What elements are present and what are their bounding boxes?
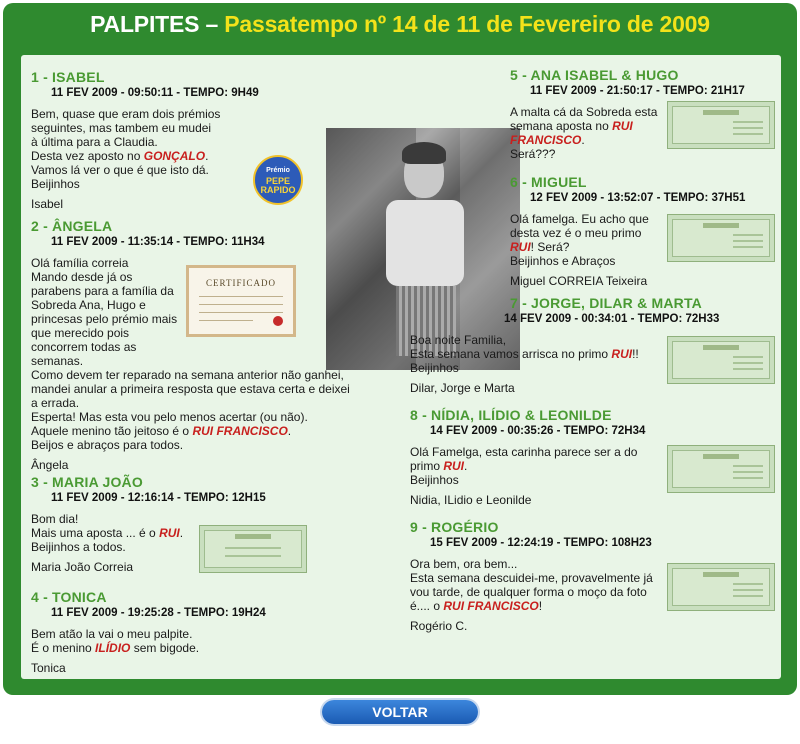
entry-body: Ora bem, ora bem... Esta semana descuidei-me, provavelmente já vou tarde, de qualquer forma o moço da foto é.... o RUI FRANCISCO! Rogério C. (410, 557, 780, 633)
entry-body: Boa noite Familia, Esta semana vamos arrisca no primo RUI!! Beijinhos Dilar, Jorge e Marta (410, 333, 780, 395)
prize-note-image (667, 563, 775, 611)
title-prefix: PALPITES – (90, 11, 225, 37)
entry-date: 12 FEV 2009 - 13:52:07 - TEMPO: 37H51 (530, 192, 746, 204)
entry-date: 11 FEV 2009 - 21:50:17 - TEMPO: 21H17 (530, 85, 745, 97)
entry-title: 9 - ROGÉRIO (410, 519, 499, 535)
entry-body: Olá família correia Mando desde já os parabens para a família da Sobreda Ana, Hugo e princesas pelo prémio mais que merecido pois concorrem todas as semanas. Como devem ter reparado na semana anterior não ganhei, mandei anular a primeira resposta que estava certa e deixei a errada. Esperta! Mas esta vou pelo menos acertar (ou não). Aquele menino tão jeitoso é o RUI FRANCISCO. Beijos e abraços para todos. Ângela (31, 256, 501, 472)
entry-signature: Tonica (31, 661, 66, 675)
entry-title: 1 - ISABEL (31, 69, 105, 85)
guess-name: RUI (443, 459, 465, 473)
title-contest: Passatempo nº 14 de 11 de Fevereiro de 2009 (224, 11, 710, 37)
entry-body: A malta cá da Sobreda esta semana aposta no RUI FRANCISCO. Será??? (510, 105, 658, 161)
prize-note-image (667, 214, 775, 262)
entry-title: 2 - ÂNGELA (31, 218, 113, 234)
entry-title: 4 - TONICA (31, 589, 107, 605)
back-button[interactable]: VOLTAR (322, 700, 478, 724)
guess-name: RUI (159, 526, 180, 540)
guess-name: RUI (611, 347, 633, 361)
entry-body: Bem, quase que eram dois prémios seguintes, mas tambem eu mudei à última para a Claudia. Desta vez aposto no GONÇALO. Vamos lá ver o que é que isto dá. Beijinhos Isabel (31, 107, 321, 211)
entry-title: 5 - ANA ISABEL & HUGO (510, 67, 679, 83)
entry-signature: Dilar, Jorge e Marta (410, 381, 515, 395)
entry-body: Olá famelga. Eu acho que desta vez é o meu primo RUI! Será? Beijinhos e Abraços Miguel CORREIA Teixeira (510, 212, 770, 288)
guess-name: RUI FRANCISCO (443, 599, 539, 613)
entry-signature: Rogério C. (410, 619, 468, 633)
entry-date: 11 FEV 2009 - 12:16:14 - TEMPO: 12H15 (51, 492, 266, 504)
guess-name: ILÍDIO (95, 641, 131, 655)
guess-name: FRANCISCO (510, 133, 582, 147)
entry-date: 11 FEV 2009 - 11:35:14 - TEMPO: 11H34 (51, 236, 265, 248)
entry-signature: Nidia, ILidio e Leonilde (410, 493, 532, 507)
entry-signature: Miguel CORREIA Teixeira (510, 274, 648, 288)
content-panel (21, 55, 781, 679)
entry-signature: Isabel (31, 197, 64, 211)
entry-date: 15 FEV 2009 - 12:24:19 - TEMPO: 108H23 (430, 537, 652, 549)
guess-name: RUI (510, 240, 531, 254)
entry-signature: Maria João Correia (31, 560, 134, 574)
entry-title: 7 - JORGE, DILAR & MARTA (510, 295, 702, 311)
entry-title: 3 - MARIA JOÃO (31, 474, 143, 490)
prize-note-image (199, 525, 307, 573)
prize-note-image (667, 336, 775, 384)
guess-name: RUI (612, 119, 633, 133)
entry-signature: Ângela (31, 458, 69, 472)
entry-body: Bem atão la vai o meu palpite. É o menino ILÍDIO sem bigode. Tonica (31, 627, 321, 675)
prize-badge: Prémio PEPE RAPIDO (253, 155, 303, 205)
certificate-image: CERTIFICADO (186, 265, 296, 337)
prize-note-image (667, 445, 775, 493)
entry-date: 14 FEV 2009 - 00:34:01 - TEMPO: 72H33 (504, 313, 720, 325)
page-title (3, 11, 797, 38)
entry-date: 14 FEV 2009 - 00:35:26 - TEMPO: 72H34 (430, 425, 646, 437)
entry-title: 6 - MIGUEL (510, 174, 587, 190)
entry-4 (31, 589, 321, 675)
entry-date: 11 FEV 2009 - 19:25:28 - TEMPO: 19H24 (51, 607, 266, 619)
entry-body: Olá Famelga, esta carinha parece ser a do primo RUI. Beijinhos Nidia, ILidio e Leonilde (410, 445, 780, 507)
entry-title: 8 - NÍDIA, ILÍDIO & LEONILDE (410, 407, 612, 423)
guess-name: GONÇALO (143, 149, 206, 163)
guess-name: RUI FRANCISCO (192, 424, 288, 438)
entry-body: Bom dia! Mais uma aposta ... é o RUI. Beijinhos a todos. Maria João Correia (31, 512, 321, 574)
entry-date: 11 FEV 2009 - 09:50:11 - TEMPO: 9H49 (51, 87, 259, 99)
prize-note-image (667, 101, 775, 149)
